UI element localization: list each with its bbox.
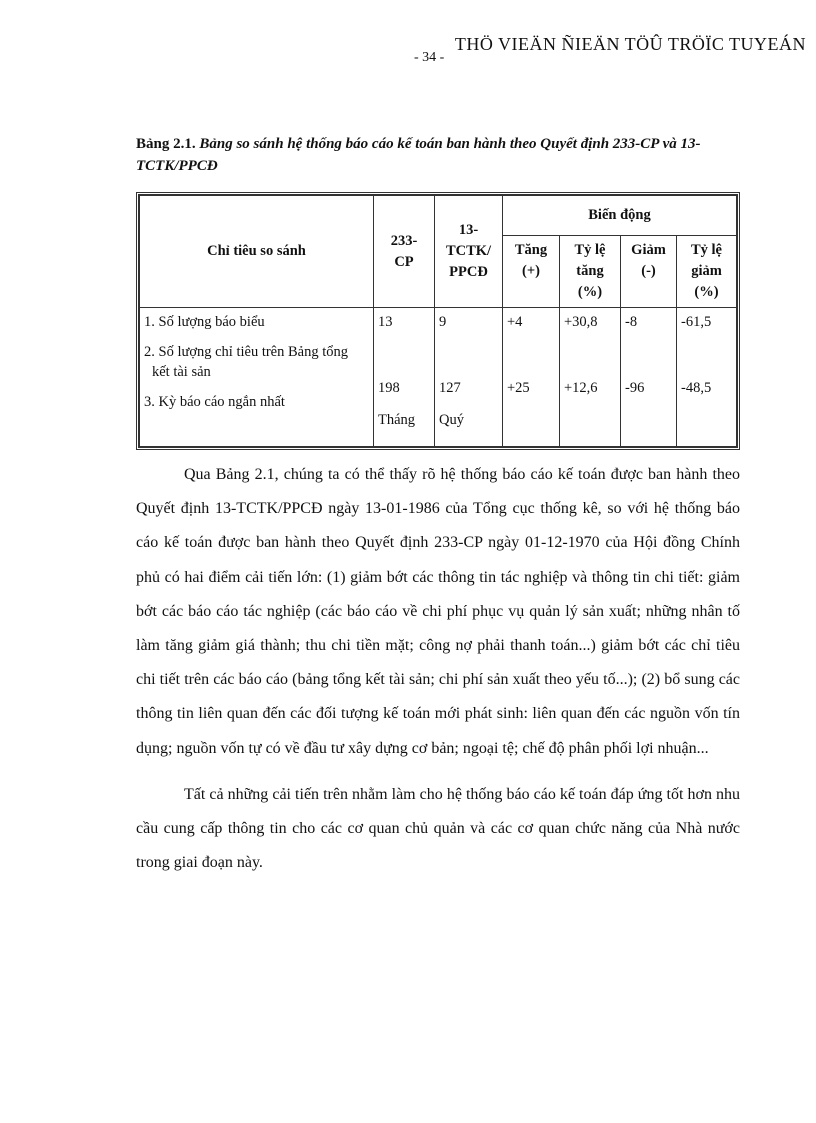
value-13tctk-3: Quý bbox=[439, 412, 464, 428]
body-text bbox=[136, 458, 740, 880]
header-criteria: Chỉ tiêu so sánh bbox=[140, 196, 374, 308]
col-ty-le-tang-values bbox=[560, 308, 621, 447]
caption-label: Bảng 2.1. bbox=[136, 136, 196, 152]
value-ty-le-giam-1: -61,5 bbox=[681, 314, 712, 330]
watermark-header: THÖ VIEÄN ÑIEÄN TÖÛ TRÖÏC TUYEÁN bbox=[454, 34, 806, 54]
value-13tctk-1: 9 bbox=[439, 314, 447, 330]
header-bien-dong: Biến động bbox=[503, 196, 737, 236]
value-ty-le-tang-2: +12,6 bbox=[564, 380, 598, 396]
value-233cp-3: Tháng bbox=[378, 412, 416, 428]
header-233cp: 233- CP bbox=[374, 196, 435, 308]
table-body-row bbox=[140, 308, 737, 447]
row-label-3: 3. Kỳ báo cáo ngắn nhất bbox=[144, 394, 285, 410]
value-233cp-2: 198 bbox=[378, 380, 400, 396]
comparison-table-frame bbox=[136, 192, 740, 450]
value-giam-1: -8 bbox=[625, 314, 638, 330]
header-ty-le-tang: Tỷ lệ tăng (%) bbox=[560, 236, 621, 308]
col-ty-le-giam-values bbox=[677, 308, 737, 447]
col-13tctk-values bbox=[435, 308, 503, 447]
value-tang-1: +4 bbox=[507, 314, 523, 330]
row-label-1: 1. Số lượng báo biểu bbox=[144, 314, 265, 330]
header-ty-le-giam: Tỷ lệ giảm (%) bbox=[677, 236, 737, 308]
paragraph-1: Qua Bảng 2.1, chúng ta có thể thấy rõ hệ thống báo cáo kế toán được ban hành theo Quyết định 13-TCTK/PPCĐ ngày 13-01-1986 của Tổng cục thống kê, so với hệ thống báo cáo kế toán được ban hành theo Quyết định 233-CP ngày 01-12-1970 của Hội đồng Chính phủ có hai điểm cải tiến lớn: (1) giảm bớt các thông tin tác nghiệp và thông tin chi tiết: giảm bớt các báo cáo tác nghiệp (các báo cáo về chi phí phục vụ quản lý sản xuất; những nhân tố làm tăng giảm giá thành; thu chi tiền mặt; công nợ phải thanh toán...) giảm bớt các chỉ tiêu chi tiết trên các báo cáo (bảng tổng kết tài sản; chi phí sản xuất theo yếu tố...); (2) bổ sung các thông tin liên quan đến các đối tượng kế toán mới phát sinh: liên quan đến các nguồn vốn tín dụng; nguồn vốn tự có về đầu tư xây dựng cơ bản; ngoại tệ; chế độ phân phối lợi nhuận... bbox=[136, 466, 740, 757]
value-ty-le-giam-2: -48,5 bbox=[681, 380, 712, 396]
caption-title: Bảng so sánh hệ thống báo cáo kế toán ban hành theo Quyết định 233-CP và 13-TCTK/PPCĐ bbox=[136, 136, 701, 174]
comparison-table bbox=[139, 195, 737, 447]
table-caption bbox=[136, 133, 746, 177]
criteria-cell bbox=[140, 308, 374, 447]
paragraph-2: Tất cả những cải tiến trên nhằm làm cho hệ thống báo cáo kế toán đáp ứng tốt hơn nhu cầu cung cấp thông tin cho các cơ quan chủ quản và các cơ quan chức năng của Nhà nước trong giai đoạn này. bbox=[136, 785, 740, 872]
header-giam: Giảm (-) bbox=[621, 236, 677, 308]
col-giam-values bbox=[621, 308, 677, 447]
value-tang-2: +25 bbox=[507, 380, 530, 396]
value-giam-2: -96 bbox=[625, 380, 645, 396]
header-tang: Tăng (+) bbox=[503, 236, 560, 308]
value-233cp-1: 13 bbox=[378, 314, 393, 330]
page-number: - 34 - bbox=[414, 50, 445, 65]
header-13tctk: 13- TCTK/ PPCĐ bbox=[435, 196, 503, 308]
row-label-2: 2. Số lượng chỉ tiêu trên Bảng tổng kết tài sản bbox=[144, 344, 349, 380]
col-tang-values bbox=[503, 308, 560, 447]
value-13tctk-2: 127 bbox=[439, 380, 461, 396]
col-233cp-values bbox=[374, 308, 435, 447]
value-ty-le-tang-1: +30,8 bbox=[564, 314, 598, 330]
